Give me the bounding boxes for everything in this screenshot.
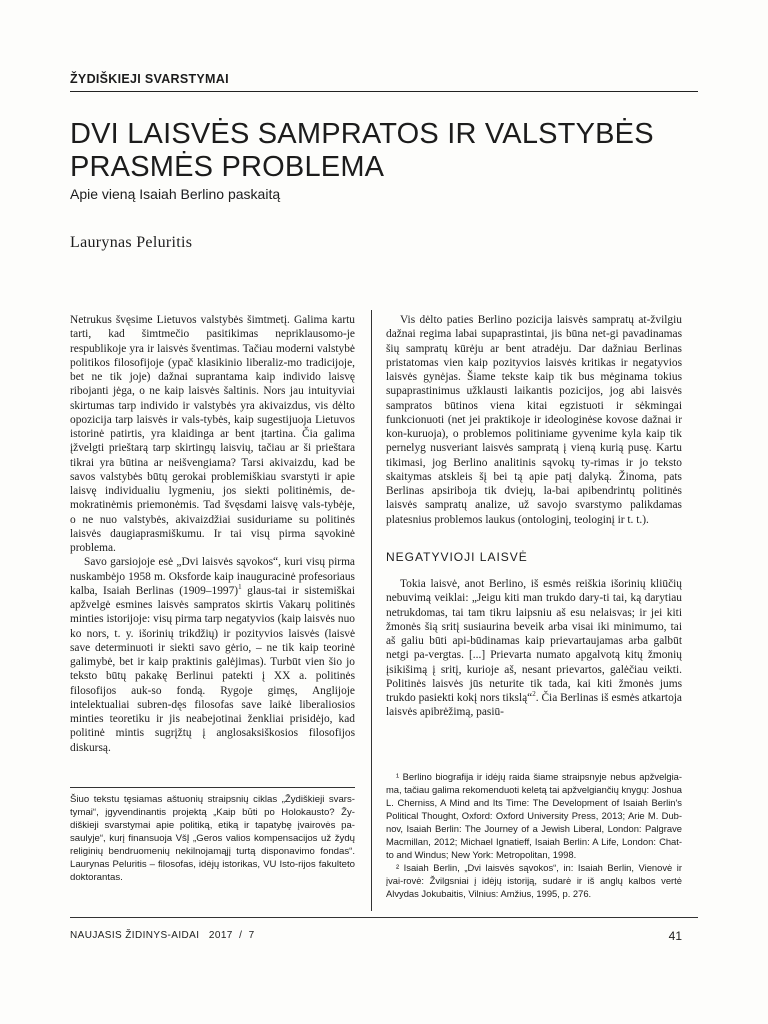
- article-title: [70, 118, 698, 184]
- footnote-ref-1: 1: [238, 582, 242, 591]
- right-paragraph-2: [386, 577, 682, 720]
- left-column: [70, 313, 355, 755]
- section-subheading: NEGATYVIOJI LAISVĖ: [386, 549, 528, 564]
- left-paragraph-1: Netrukus švęsime Lietuvos valstybės šimtmetį. Galima kartu tarti, kad šimtmečio pasitikimas nepriklausomo-je respublikoje yra ir laisvės šventimas. Tačiau moderni valstybė politikos filosofijoje (ypač klasikinio liberaliz-mo tradicijoje, bet ne tik joje) dažnai suprantama kaip individo laisvę ribojanti jėga, o ne kaip laisvės šaltinis. Nors jau intuityviai skirtumas tarp individo ir valstybės yra akivaizdus, vis dėlto opozicija tarp laisvės ir vals-tybės, kaip sugestijuoja Lietuvos istorinė patirtis, yra klaidinga ar bent įtartina. Čia galima įžvelgti prieštarą tarp skirtingų laisvių, tačiau ar ši prieštara tikrai yra būtina ar neišvengiama? Tarsi akivaizdu, kad be savos valstybės būtų gerokai problemiškiau svarstyti ir apie laisvę individualiu lygmeniu, jos siekti politinėmis, de-mokratinėmis priemonėmis. Tad švęsdami laisvę vals-tybėje, o ne nuo valstybės, akivaizdžiai susiduriame su politinės laisvės daugiaprasmiškumu. Ir tai visų pirma sąvokinė problema.: [70, 314, 355, 554]
- left-paragraph-2: [70, 555, 355, 755]
- right-column: [386, 313, 682, 720]
- footnote-1: ¹ Berlino biografija ir idėjų raida šiame straipsnyje nebus apžvelgia-ma, tačiau galima rekomenduoti keletą tai apžvelgiančių knygų: Joshua L. Cherniss, A Mind and Its Time: The Development of Isaiah Berlin's Political Thought, Oxford: Oxford University Press, 2013; Arie M. Dub-nov, Isaiah Berlin: The Journey of a Jewish Liberal, London: Palgrave Macmillan, 2012; Michael Ignatieff, Isaiah Berlin: A Life, London: Chat-to and Windus; New York: Metropolitan, 1998.: [386, 771, 682, 860]
- article-title-line-2: PRASMĖS PROBLEMA: [70, 151, 385, 183]
- column-divider: [371, 310, 372, 911]
- footnote-ref-2: 2: [532, 690, 536, 699]
- left-paragraph-2-part-a: Savo garsiojoje esė „Dvi laisvės sąvokos“, kuri visų pirma nuskambėjo 1958 m. Oksforde kaip inauguracinė profesoriaus kalba, Isaiah Berlinas (1909–1997): [70, 556, 355, 597]
- intro-note-rule: [70, 787, 355, 788]
- intro-note: [70, 793, 355, 884]
- article-title-line-1: DVI LAISVĖS SAMPRATOS IR VALSTYBĖS: [70, 118, 654, 150]
- left-paragraph-2-part-b: glaus-tai ir sistemiškai apžvelgė esmines laisvės sampratos skirtis Vakarų politinės minties istorijoje: visų pirma tarp negatyvios (kaip laisvės nuo ko nors, t. y. išorinių trikdžių) ir pozityvios laisvės (laisvė save determinuoti ir siekti savo gėrio, – ne tik kaip teorinė galimybė, bet ir kaip praktinis galėjimas). Turbūt vien šio jo teksto būtų pakakę Berlinui patekti į XX a. politinės filosofijos auk-so fondą. Rygoje gimęs, Anglijoje intelektualiai subren-dęs filosofas save laikė liberaliosios minties teoretiku ir jis neabejotinai ženkliai prisidėjo, kad politinė mintis sugrįžtų į anglosaksiškosios filosofijos diskursą.: [70, 584, 355, 754]
- author-name: Laurynas Peluritis: [70, 234, 193, 251]
- right-paragraph-1: Vis dėlto paties Berlino pozicija laisvės sampratų at-žvilgiu dažnai regima labai supaprastintai, jis būna net-gi pavadinamas šių sampratų kūrėju ar bent atradėju. Dar dažniau Berlinas pristatomas vien kaip pozityvios laisvės kritikas ir negatyvios laisvės gynėjas. Šiame tekste kaip tik bus mėginama tokius supaprastinimus užklausti laikantis pozicijos, jog abi laisvės sampratos būtinos viena kitai egzistuoti ir sėkmingai funkcionuoti (net jei praktikoje ir ideologinėse kovose dažnai ir kon-kuruoja), o problemos politiniame gyvenime kyla kaip tik pernelyg nusveriant laisvės sampratą į vieną kurią pusę. Kartu tikimasi, jog Berlino analitinis sąvokų ty-rimas ir jo teksto skaitymas atskleis šį bei tą apie patį dalyką. Žinoma, pats Berlinas apsiriboja tik dviejų, la-bai apibendrintų politinės laisvės sampratų analize, už savojo svarstymo palikdamas platesnius problemos laukus (ontologinį, teologinį ir t. t.).: [386, 314, 682, 526]
- footnotes: [386, 770, 682, 900]
- article-subtitle: Apie vieną Isaiah Berlino paskaitą: [70, 186, 281, 202]
- footnote-2: ² Isaiah Berlin, „Dvi laisvės sąvokos“, in: Isaiah Berlin, Vienovė ir įvai-rovė: Žvilgsniai į idėjų istoriją, sudarė ir iš anglų kalbos vertė Alvydas Jokubaitis, Vilnius: Amžius, 1995, p. 276.: [386, 862, 682, 899]
- right-paragraph-2-part-b: . Čia Berlinas iš esmės atkartoja laisvės apibrėžimą, pasiū-: [386, 692, 682, 719]
- top-rule: [70, 91, 698, 92]
- bottom-rule: [70, 917, 698, 918]
- section-label: ŽYDIŠKIEJI SVARSTYMAI: [70, 72, 229, 86]
- page-number: 41: [668, 929, 682, 943]
- right-paragraph-2-part-a: Tokia laisvė, anot Berlino, iš esmės reiškia išorinių kliūčių nebuvimą veiklai: „Jeigu kiti man trukdo dary-ti tai, ką darytiau netrukdomas, tai tam tikru laipsniu aš esu nelaisvas; ir jei kiti žmonės šią sritį susiaurina beveik arba visai iki minimumo, tai aš galiu būti api-būdinamas kaip prievartaujamas arba galbūt netgi pa-vergtas. [...] Prievarta numato apgalvotą kitų žmonių įsikišimą į sritį, kurioje aš, nesant prievartos, galėčiau veikti. Politinės laisvės jūs neturite tik tada, kai kiti žmonės jums trukdo pasiekti kokį nors tikslą“: [386, 578, 682, 704]
- intro-note-text: Šiuo tekstu tęsiamas aštuonių straipsnių ciklas „Žydiškieji svars-tymai“, įgyvendinantis projektą „Kaip būti po Holokausto? Žy-diškieji svarstymai apie politiką, etiką ir tapatybę įvairovės pa-saulyje“, kurį finansuoja VšĮ „Geros valios kompensacijos už žydų religinių bendruomenių nekilnojamąjį turtą disponavimo fondas“. Laurynas Peluritis – filosofas, idėjų istorikas, VU Isto-rijos fakulteto doktorantas.: [70, 794, 355, 883]
- journal-footer: NAUJASIS ŽIDINYS-AIDAI 2017 / 7: [70, 930, 255, 941]
